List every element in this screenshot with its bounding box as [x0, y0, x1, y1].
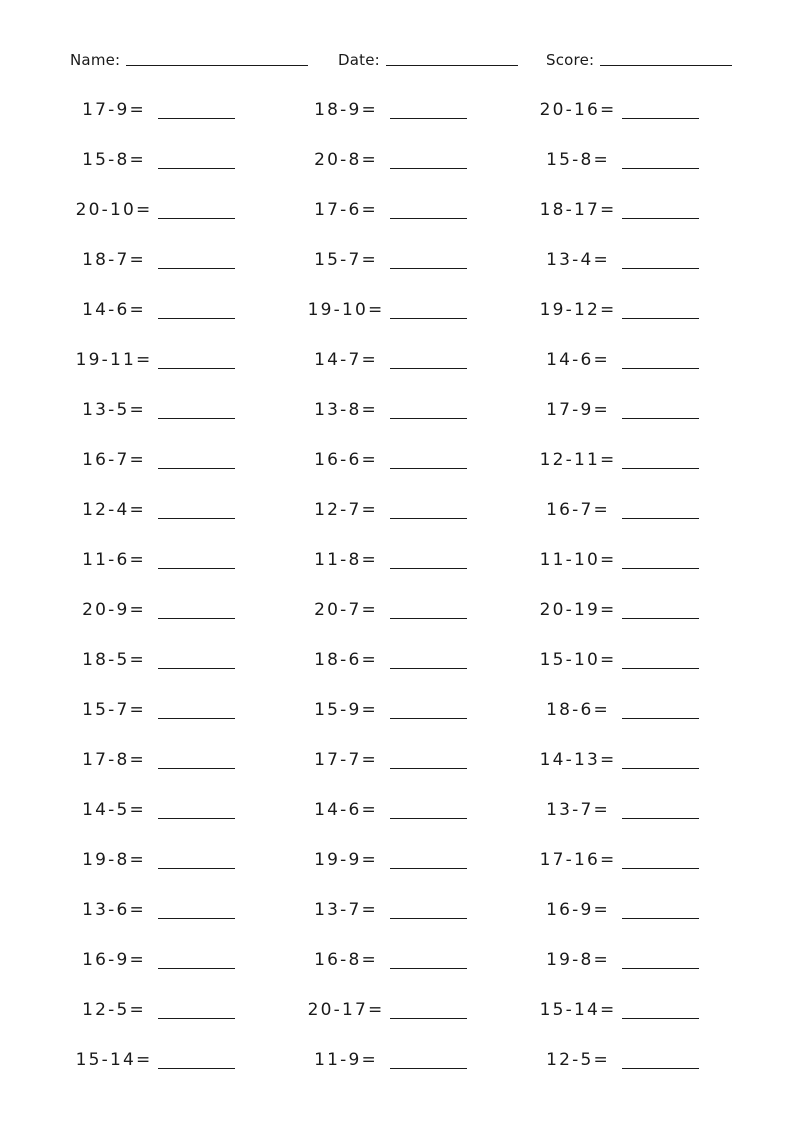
problem-item [537, 498, 707, 522]
answer-line[interactable] [390, 418, 467, 419]
problem-item [537, 198, 707, 222]
answer-line[interactable] [158, 618, 235, 619]
problem-text: 15-8= [546, 150, 610, 170]
problem-text: 13-8= [314, 400, 378, 420]
answer-line[interactable] [390, 168, 467, 169]
problem-text: 15-8= [82, 150, 146, 170]
problem-text: 16-8= [314, 950, 378, 970]
problem-item [73, 698, 243, 722]
problem-item [305, 798, 475, 822]
answer-line[interactable] [622, 118, 699, 119]
answer-line[interactable] [390, 268, 467, 269]
problem-item [537, 998, 707, 1022]
problem-text: 16-9= [82, 950, 146, 970]
answer-line[interactable] [622, 518, 699, 519]
problem-text: 14-6= [314, 800, 378, 820]
problem-item [305, 648, 475, 672]
problem-text: 15-14= [75, 1050, 153, 1070]
answer-line[interactable] [622, 918, 699, 919]
date-field[interactable] [338, 50, 518, 68]
answer-line[interactable] [390, 1018, 467, 1019]
problem-item [305, 698, 475, 722]
problem-text: 12-5= [82, 1000, 146, 1020]
problem-text: 12-7= [314, 500, 378, 520]
name-field[interactable] [70, 50, 308, 68]
answer-line[interactable] [390, 468, 467, 469]
problem-text: 15-7= [82, 700, 146, 720]
answer-line[interactable] [390, 218, 467, 219]
answer-line[interactable] [158, 718, 235, 719]
answer-line[interactable] [622, 668, 699, 669]
problem-text: 17-7= [314, 750, 378, 770]
answer-line[interactable] [390, 368, 467, 369]
problem-text: 19-12= [539, 300, 617, 320]
problem-text: 18-7= [82, 250, 146, 270]
problem-item [537, 98, 707, 122]
score-line[interactable] [600, 65, 732, 66]
problem-item [73, 98, 243, 122]
problem-item [537, 548, 707, 572]
problem-item [537, 948, 707, 972]
problem-item [305, 548, 475, 572]
answer-line[interactable] [390, 518, 467, 519]
problem-text: 13-7= [314, 900, 378, 920]
answer-line[interactable] [158, 918, 235, 919]
problem-item [537, 398, 707, 422]
answer-line[interactable] [622, 868, 699, 869]
answer-line[interactable] [622, 718, 699, 719]
date-line[interactable] [386, 65, 518, 66]
answer-line[interactable] [158, 318, 235, 319]
problem-item [305, 498, 475, 522]
problem-text: 15-7= [314, 250, 378, 270]
problem-item [305, 248, 475, 272]
problem-text: 11-10= [539, 550, 617, 570]
answer-line[interactable] [158, 568, 235, 569]
problem-text: 18-9= [314, 100, 378, 120]
problem-item [537, 448, 707, 472]
problem-text: 19-8= [546, 950, 610, 970]
problem-text: 11-9= [314, 1050, 378, 1070]
problem-item [73, 748, 243, 772]
problem-text: 15-10= [539, 650, 617, 670]
problem-text: 14-6= [82, 300, 146, 320]
date-label: Date: [338, 51, 380, 69]
answer-line[interactable] [390, 818, 467, 819]
answer-line[interactable] [158, 468, 235, 469]
problem-item [537, 898, 707, 922]
problem-text: 20-19= [539, 600, 617, 620]
problem-text: 16-9= [546, 900, 610, 920]
problem-text: 13-6= [82, 900, 146, 920]
answer-line[interactable] [622, 468, 699, 469]
answer-line[interactable] [158, 518, 235, 519]
answer-line[interactable] [622, 318, 699, 319]
problem-item [73, 248, 243, 272]
answer-line[interactable] [622, 568, 699, 569]
problem-item [305, 598, 475, 622]
problem-text: 13-4= [546, 250, 610, 270]
problem-text: 17-9= [82, 100, 146, 120]
answer-line[interactable] [158, 668, 235, 669]
problem-item [73, 1048, 243, 1072]
problem-item [305, 1048, 475, 1072]
problem-text: 20-7= [314, 600, 378, 620]
problem-item [537, 598, 707, 622]
problem-item [73, 348, 243, 372]
answer-line[interactable] [158, 268, 235, 269]
problem-text: 11-8= [314, 550, 378, 570]
problem-text: 19-9= [314, 850, 378, 870]
score-label: Score: [546, 51, 595, 69]
answer-line[interactable] [158, 368, 235, 369]
problem-text: 17-6= [314, 200, 378, 220]
problem-item [305, 98, 475, 122]
answer-line[interactable] [622, 168, 699, 169]
problem-item [537, 648, 707, 672]
answer-line[interactable] [390, 318, 467, 319]
answer-line[interactable] [158, 1068, 235, 1069]
problem-item [73, 848, 243, 872]
answer-line[interactable] [390, 668, 467, 669]
problem-text: 20-9= [82, 600, 146, 620]
answer-line[interactable] [622, 418, 699, 419]
score-field[interactable] [546, 50, 732, 68]
answer-line[interactable] [390, 1068, 467, 1069]
problem-text: 20-16= [539, 100, 617, 120]
problem-item [73, 998, 243, 1022]
problem-item [73, 198, 243, 222]
problem-item [73, 448, 243, 472]
answer-line[interactable] [622, 1068, 699, 1069]
problem-text: 14-13= [539, 750, 617, 770]
answer-line[interactable] [158, 818, 235, 819]
problem-item [305, 448, 475, 472]
problem-text: 14-7= [314, 350, 378, 370]
answer-line[interactable] [390, 718, 467, 719]
problem-text: 14-6= [546, 350, 610, 370]
problem-text: 17-16= [539, 850, 617, 870]
answer-line[interactable] [622, 1018, 699, 1019]
problem-item [537, 798, 707, 822]
answer-line[interactable] [390, 118, 467, 119]
answer-line[interactable] [158, 768, 235, 769]
problem-item [537, 698, 707, 722]
answer-line[interactable] [390, 618, 467, 619]
problem-text: 16-7= [546, 500, 610, 520]
problem-item [305, 948, 475, 972]
problem-text: 11-6= [82, 550, 146, 570]
answer-line[interactable] [390, 968, 467, 969]
answer-line[interactable] [158, 868, 235, 869]
problem-item [537, 1048, 707, 1072]
answer-line[interactable] [390, 568, 467, 569]
name-label: Name: [70, 51, 121, 69]
answer-line[interactable] [158, 118, 235, 119]
answer-line[interactable] [622, 968, 699, 969]
answer-line[interactable] [158, 218, 235, 219]
problem-text: 19-11= [75, 350, 153, 370]
answer-line[interactable] [158, 1018, 235, 1019]
problem-item [73, 798, 243, 822]
answer-line[interactable] [390, 868, 467, 869]
problem-text: 17-9= [546, 400, 610, 420]
problem-item [537, 298, 707, 322]
answer-line[interactable] [622, 268, 699, 269]
problem-item [73, 548, 243, 572]
problem-item [537, 248, 707, 272]
answer-line[interactable] [158, 968, 235, 969]
problem-text: 15-14= [539, 1000, 617, 1020]
problem-text: 14-5= [82, 800, 146, 820]
problem-text: 20-8= [314, 150, 378, 170]
answer-line[interactable] [390, 918, 467, 919]
problem-text: 16-7= [82, 450, 146, 470]
problem-text: 18-17= [539, 200, 617, 220]
problem-text: 19-8= [82, 850, 146, 870]
problem-item [305, 148, 475, 172]
problem-item [73, 398, 243, 422]
problem-text: 20-10= [75, 200, 153, 220]
problem-text: 12-11= [539, 450, 617, 470]
problem-item [73, 648, 243, 672]
problem-text: 12-4= [82, 500, 146, 520]
problem-item [305, 198, 475, 222]
answer-line[interactable] [622, 218, 699, 219]
problem-item [73, 948, 243, 972]
problem-text: 16-6= [314, 450, 378, 470]
problem-item [73, 898, 243, 922]
problem-text: 20-17= [307, 1000, 385, 1020]
problem-item [73, 298, 243, 322]
problem-text: 17-8= [82, 750, 146, 770]
problem-text: 18-5= [82, 650, 146, 670]
problem-text: 18-6= [314, 650, 378, 670]
problem-item [73, 498, 243, 522]
problem-item [305, 348, 475, 372]
problem-item [305, 998, 475, 1022]
answer-line[interactable] [622, 368, 699, 369]
problem-item [305, 848, 475, 872]
problem-item [537, 848, 707, 872]
problem-text: 19-10= [307, 300, 385, 320]
problem-item [305, 748, 475, 772]
name-line[interactable] [126, 65, 308, 66]
problem-item [305, 298, 475, 322]
problem-item [537, 748, 707, 772]
problem-text: 13-7= [546, 800, 610, 820]
problem-item [537, 348, 707, 372]
problem-text: 18-6= [546, 700, 610, 720]
problem-item [537, 148, 707, 172]
answer-line[interactable] [390, 768, 467, 769]
answer-line[interactable] [622, 768, 699, 769]
answer-line[interactable] [158, 168, 235, 169]
problem-item [305, 398, 475, 422]
problem-text: 13-5= [82, 400, 146, 420]
problem-item [305, 898, 475, 922]
problem-item [73, 598, 243, 622]
problem-text: 15-9= [314, 700, 378, 720]
answer-line[interactable] [622, 618, 699, 619]
answer-line[interactable] [622, 818, 699, 819]
problem-item [73, 148, 243, 172]
answer-line[interactable] [158, 418, 235, 419]
problem-text: 12-5= [546, 1050, 610, 1070]
